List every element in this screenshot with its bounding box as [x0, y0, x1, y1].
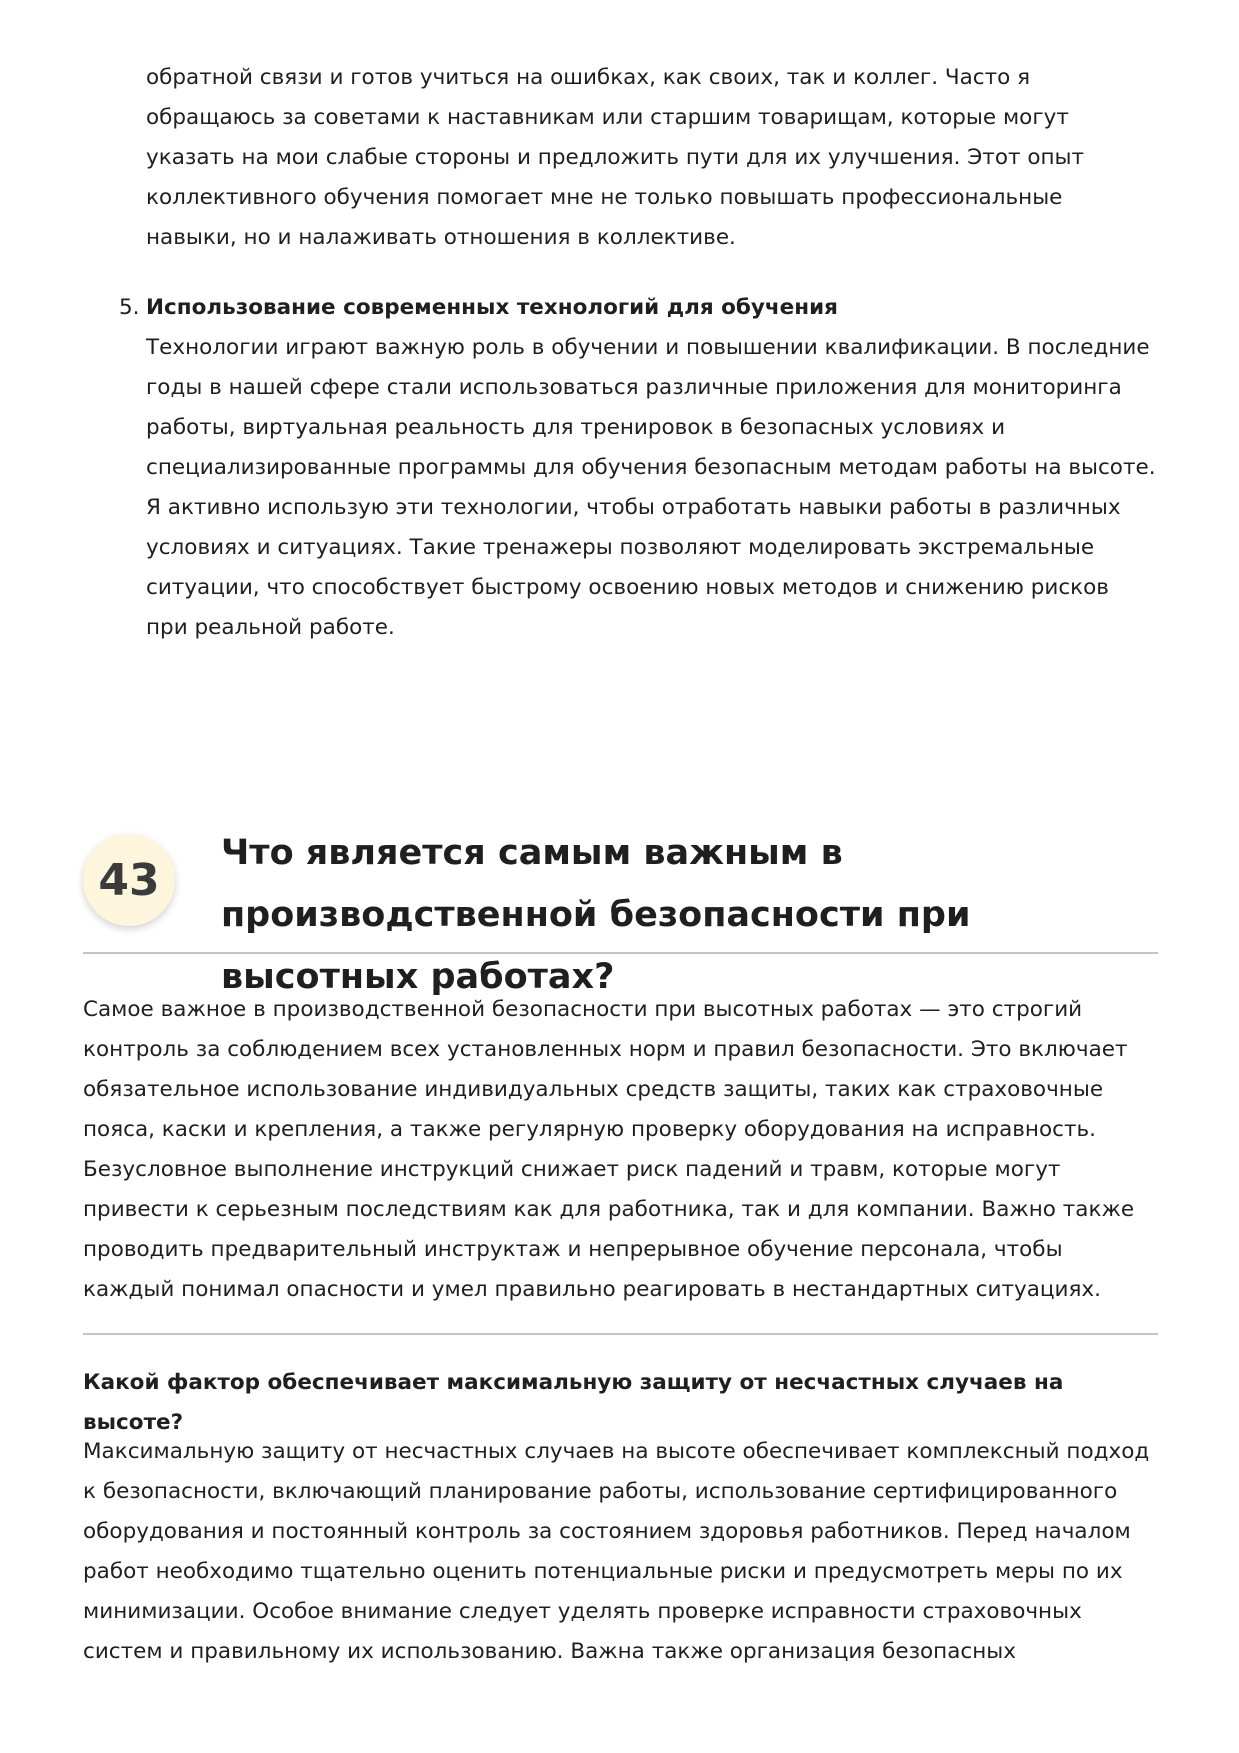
list-item-number: 5.	[119, 295, 140, 320]
section-title: Что является самым важным в производственной безопасности при высотных работах?	[221, 833, 971, 997]
numbered-list	[83, 288, 1158, 648]
list-item-title: Использование современных технологий для обучения	[146, 295, 838, 320]
section-answer: Самое важное в производственной безопасности при высотных работах — это строгий контроль за соблюдением всех установленных норм и правил безопасности. Это включает обязательное использование индивидуальных средств защиты, таких как страховочные пояса, каски и крепления, а также регулярную проверку оборудования на исправность. Безусловное выполнение инструкций снижает риск падений и травм, которые могут привести к серьезным последствиям как для работника, так и для компании. Важно также проводить предварительный инструктаж и непрерывное обучение персонала, чтобы каждый понимал опасности и умел правильно реагировать в нестандартных ситуациях.	[83, 997, 1135, 1302]
list-item-text: Технологии играют важную роль в обучении и повышении квалификации. В последние годы в нашей сфере стали использоваться различные приложения для мониторинга работы, виртуальная реальность для тренировок в безопасных условиях и специализированные программы для обучения безопасным методам работы на высоте. Я активно использую эти технологии, чтобы отработать навыки работы в различных условиях и ситуациях. Такие тренажеры позволяют моделировать экстремальные ситуации, что способствует быстрому освоению новых методов и снижению рисков при реальной работе.	[146, 335, 1156, 640]
divider	[83, 1333, 1158, 1335]
section-number-badge: 43	[83, 834, 175, 926]
list-item	[83, 288, 1158, 648]
section-header	[83, 822, 1158, 997]
list-item-continuation-text: обратной связи и готов учиться на ошибках, как своих, так и коллег. Часто я обращаюсь за советами к наставникам или старшим товарищам, которые могут указать на мои слабые стороны и предложить пути для их улучшения. Этот опыт коллективного обучения помогает мне не только повышать профессиональные навыки, но и налаживать отношения в коллективе.	[146, 65, 1085, 250]
subquestion-heading: Какой фактор обеспечивает максимальную защиту от несчастных случаев на высоте?	[83, 1370, 1064, 1435]
subquestion-answer: Максимальную защиту от несчастных случаев на высоте обеспечивает комплексный подход к безопасности, включающий планирование работы, использование сертифицированного оборудования и постоянный контроль за состоянием здоровья работников. Перед началом работ необходимо тщательно оценить потенциальные риски и предусмотреть меры по их минимизации. Особое внимание следует уделять проверке исправности страховочных систем и правильному их использованию. Важна также организация безопасных	[83, 1439, 1150, 1664]
